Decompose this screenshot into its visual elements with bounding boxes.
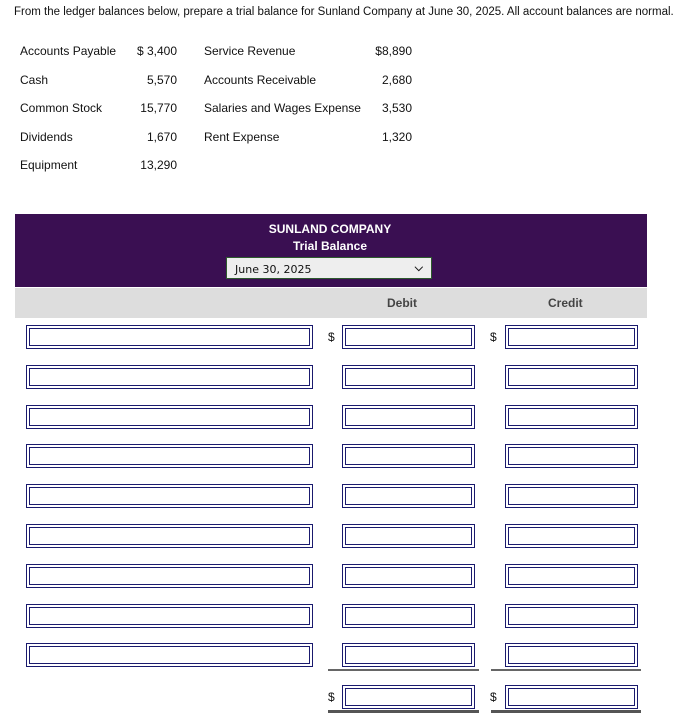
ledger-account-amount: $ 3,400 (136, 44, 177, 58)
statement-title: Trial Balance (292, 239, 368, 253)
company-name: SUNLAND COMPANY (268, 222, 392, 236)
account-name-input[interactable] (26, 405, 313, 429)
ledger-account-name: Cash (20, 73, 49, 87)
ledger-account-name: Service Revenue (204, 44, 296, 58)
debit-input[interactable] (342, 524, 475, 548)
currency-symbol: $ (490, 330, 497, 344)
credit-input[interactable] (505, 444, 638, 468)
column-header-band (15, 288, 647, 318)
currency-symbol: $ (328, 330, 335, 344)
debit-total-input[interactable] (342, 685, 475, 709)
credit-header: Credit (548, 296, 583, 310)
account-name-input[interactable] (26, 444, 313, 468)
debit-header: Debit (387, 296, 417, 310)
account-name-input[interactable] (26, 484, 313, 508)
ledger-account-name: Equipment (20, 158, 78, 172)
credit-input[interactable] (505, 325, 638, 349)
credit-input[interactable] (505, 643, 638, 667)
currency-symbol: $ (490, 690, 497, 704)
ledger-account-amount: 1,320 (381, 130, 412, 144)
ledger-account-name: Salaries and Wages Expense (204, 101, 361, 115)
total-double-line (328, 710, 479, 713)
currency-symbol: $ (328, 690, 335, 704)
debit-input[interactable] (342, 405, 475, 429)
date-dropdown-value: June 30, 2025 (235, 263, 312, 276)
account-name-input[interactable] (26, 564, 313, 588)
ledger-account-amount: 1,670 (146, 130, 177, 144)
ledger-account-name: Common Stock (20, 101, 103, 115)
credit-input[interactable] (505, 524, 638, 548)
account-name-input[interactable] (26, 604, 313, 628)
credit-input[interactable] (505, 484, 638, 508)
debit-input[interactable] (342, 325, 475, 349)
ledger-account-amount: 3,530 (381, 101, 412, 115)
credit-input[interactable] (505, 405, 638, 429)
debit-input[interactable] (342, 484, 475, 508)
credit-total-input[interactable] (505, 685, 638, 709)
ledger-account-name: Accounts Payable (20, 44, 117, 58)
ledger-account-name: Dividends (20, 130, 73, 144)
debit-input[interactable] (342, 643, 475, 667)
trial-balance-header (15, 214, 647, 287)
total-double-line (491, 710, 641, 713)
ledger-account-amount: 15,770 (140, 101, 177, 115)
credit-input[interactable] (505, 564, 638, 588)
ledger-account-amount: 13,290 (140, 158, 177, 172)
debit-input[interactable] (342, 444, 475, 468)
debit-input[interactable] (342, 365, 475, 389)
credit-input[interactable] (505, 365, 638, 389)
ledger-account-name: Accounts Receivable (204, 73, 317, 87)
ledger-account-amount: 5,570 (146, 73, 177, 87)
account-name-input[interactable] (26, 325, 313, 349)
subtotal-line (491, 669, 641, 671)
account-name-input[interactable] (26, 365, 313, 389)
subtotal-line (328, 669, 479, 671)
instruction-text: From the ledger balances below, prepare a trial balance for Sunland Company at June 30, 2025. All account balances are normal. (14, 6, 674, 18)
credit-input[interactable] (505, 604, 638, 628)
account-name-input[interactable] (26, 643, 313, 667)
debit-input[interactable] (342, 564, 475, 588)
date-dropdown[interactable] (226, 257, 432, 279)
account-name-input[interactable] (26, 524, 313, 548)
chevron-down-icon: ⌵ (414, 261, 423, 274)
debit-input[interactable] (342, 604, 475, 628)
ledger-account-amount: 2,680 (381, 73, 412, 87)
ledger-account-amount: $8,890 (375, 44, 412, 58)
ledger-account-name: Rent Expense (204, 130, 280, 144)
